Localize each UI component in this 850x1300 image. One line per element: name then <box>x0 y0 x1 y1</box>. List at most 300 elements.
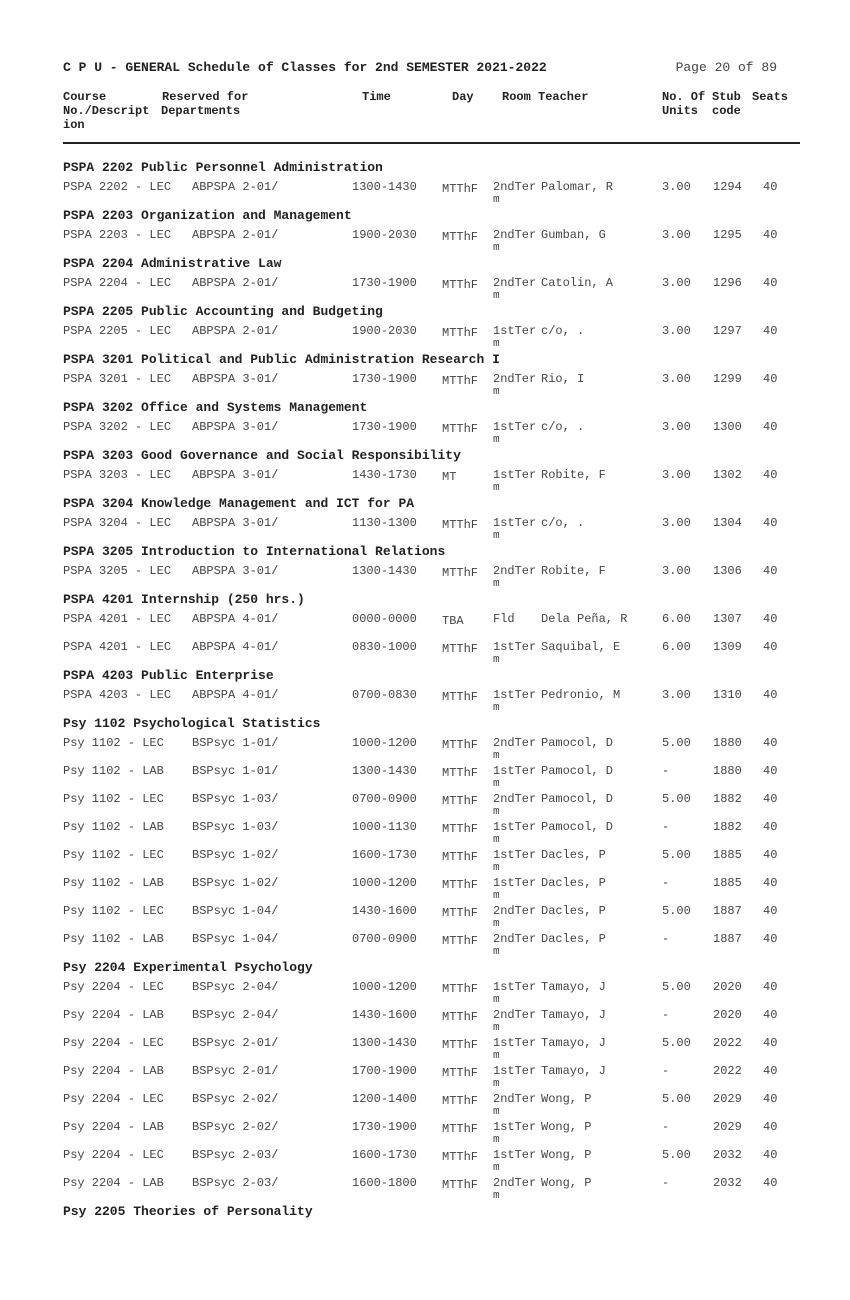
column-header-time: Time <box>362 90 391 104</box>
reserved-department: BSPsyc 1-03/ <box>192 820 279 834</box>
reserved-department: ABPSPA 2-01/ <box>192 180 279 194</box>
class-day: MTThF <box>442 766 479 780</box>
schedule-row <box>0 372 850 396</box>
column-header-course-line: ion <box>63 118 85 132</box>
class-time: 1900-2030 <box>352 324 417 338</box>
schedule-row <box>0 228 850 252</box>
seats: 40 <box>763 932 778 946</box>
class-time: 1730-1900 <box>352 420 417 434</box>
teacher: Pamocol, D <box>541 736 614 750</box>
room-wrap: m <box>493 386 500 398</box>
schedule-row <box>0 640 850 664</box>
class-day: MTThF <box>442 690 479 704</box>
course-code: PSPA 2202 - LEC <box>63 180 172 194</box>
class-time: 1300-1430 <box>352 1036 417 1050</box>
seats: 40 <box>763 180 778 194</box>
course-code: PSPA 3204 - LEC <box>63 516 172 530</box>
course-code: Psy 2204 - LEC <box>63 980 164 994</box>
class-day: MTThF <box>442 642 479 656</box>
stub-code: 1304 <box>713 516 742 530</box>
units: 3.00 <box>662 688 691 702</box>
schedule-row <box>0 564 850 588</box>
stub-code: 2032 <box>713 1148 742 1162</box>
units: 6.00 <box>662 612 691 626</box>
stub-code: 2029 <box>713 1092 742 1106</box>
units: 3.00 <box>662 372 691 386</box>
column-header-reserved-line: Reserved for <box>162 90 249 104</box>
reserved-department: BSPsyc 1-04/ <box>192 932 279 946</box>
reserved-department: BSPsyc 2-02/ <box>192 1120 279 1134</box>
teacher: Palomar, R <box>541 180 614 194</box>
reserved-department: BSPsyc 2-04/ <box>192 1008 279 1022</box>
class-day: MTThF <box>442 182 479 196</box>
room: 1stTer <box>493 1036 537 1050</box>
room-wrap: m <box>493 994 500 1006</box>
units: 3.00 <box>662 228 691 242</box>
section-title: PSPA 3204 Knowledge Management and ICT for PA <box>63 496 415 511</box>
schedule-row <box>0 612 850 636</box>
section-title: Psy 2205 Theories of Personality <box>63 1204 313 1219</box>
room-wrap: m <box>493 290 500 302</box>
schedule-row <box>0 736 850 760</box>
class-day: MTThF <box>442 1010 479 1024</box>
room: 2ndTer <box>493 564 537 578</box>
class-day: MT <box>442 470 457 484</box>
class-day: MTThF <box>442 1122 479 1136</box>
teacher: Tamayo, J <box>541 1008 606 1022</box>
room-wrap: m <box>493 1050 500 1062</box>
room: 1stTer <box>493 848 537 862</box>
reserved-department: ABPSPA 4-01/ <box>192 612 279 626</box>
reserved-department: BSPsyc 1-04/ <box>192 904 279 918</box>
seats: 40 <box>763 820 778 834</box>
teacher: Pamocol, D <box>541 820 614 834</box>
class-day: MTThF <box>442 230 479 244</box>
class-time: 1430-1600 <box>352 1008 417 1022</box>
seats: 40 <box>763 1120 778 1134</box>
stub-code: 1309 <box>713 640 742 654</box>
reserved-department: ABPSPA 2-01/ <box>192 324 279 338</box>
teacher: Catolin, A <box>541 276 614 290</box>
stub-code: 2020 <box>713 1008 742 1022</box>
stub-code: 1307 <box>713 612 742 626</box>
room: 1stTer <box>493 876 537 890</box>
room-wrap: m <box>493 862 500 874</box>
class-time: 1300-1430 <box>352 764 417 778</box>
seats: 40 <box>763 1064 778 1078</box>
schedule-row <box>0 820 850 844</box>
document-title: C P U - GENERAL Schedule of Classes for 2nd SEMESTER 2021-2022 <box>63 60 547 75</box>
stub-code: 1300 <box>713 420 742 434</box>
teacher: c/o, . <box>541 324 585 338</box>
course-code: Psy 1102 - LAB <box>63 764 164 778</box>
schedule-row <box>0 932 850 956</box>
class-time: 0700-0830 <box>352 688 417 702</box>
schedule-row <box>0 276 850 300</box>
room: 2ndTer <box>493 1008 537 1022</box>
reserved-department: BSPsyc 2-01/ <box>192 1036 279 1050</box>
schedule-row <box>0 1036 850 1060</box>
room: 2ndTer <box>493 904 537 918</box>
class-time: 1600-1730 <box>352 1148 417 1162</box>
schedule-row <box>0 792 850 816</box>
class-time: 0700-0900 <box>352 932 417 946</box>
course-code: PSPA 4201 - LEC <box>63 640 172 654</box>
class-day: MTThF <box>442 982 479 996</box>
schedule-row <box>0 1176 850 1200</box>
reserved-department: BSPsyc 2-04/ <box>192 980 279 994</box>
stub-code: 1882 <box>713 792 742 806</box>
class-day: MTThF <box>442 1150 479 1164</box>
course-code: Psy 1102 - LAB <box>63 876 164 890</box>
seats: 40 <box>763 1176 778 1190</box>
seats: 40 <box>763 688 778 702</box>
seats: 40 <box>763 1036 778 1050</box>
teacher: Gumban, G <box>541 228 606 242</box>
room-wrap: m <box>493 434 500 446</box>
class-time: 1730-1900 <box>352 276 417 290</box>
units: 5.00 <box>662 980 691 994</box>
schedule-row <box>0 980 850 1004</box>
course-code: Psy 1102 - LAB <box>63 932 164 946</box>
course-code: PSPA 4203 - LEC <box>63 688 172 702</box>
class-day: MTThF <box>442 934 479 948</box>
schedule-row <box>0 1120 850 1144</box>
teacher: Dacles, P <box>541 932 606 946</box>
schedule-row <box>0 1148 850 1172</box>
reserved-department: BSPsyc 2-02/ <box>192 1092 279 1106</box>
class-time: 0700-0900 <box>352 792 417 806</box>
units: 5.00 <box>662 904 691 918</box>
room-wrap: m <box>493 1134 500 1146</box>
class-time: 1730-1900 <box>352 372 417 386</box>
room: 2ndTer <box>493 180 537 194</box>
column-header-units <box>662 90 705 118</box>
class-day: MTThF <box>442 326 479 340</box>
units: 3.00 <box>662 180 691 194</box>
section-title: PSPA 2204 Administrative Law <box>63 256 282 271</box>
section-title: Psy 2204 Experimental Psychology <box>63 960 313 975</box>
stub-code: 2032 <box>713 1176 742 1190</box>
stub-code: 2029 <box>713 1120 742 1134</box>
class-time: 1000-1200 <box>352 736 417 750</box>
units: - <box>662 932 670 946</box>
course-code: Psy 1102 - LEC <box>63 736 164 750</box>
room-wrap: m <box>493 778 500 790</box>
stub-code: 1882 <box>713 820 742 834</box>
room-wrap: m <box>493 1190 500 1202</box>
stub-code: 1310 <box>713 688 742 702</box>
course-code: Psy 2204 - LAB <box>63 1120 164 1134</box>
seats: 40 <box>763 276 778 290</box>
room-wrap: m <box>493 834 500 846</box>
course-code: Psy 2204 - LEC <box>63 1148 164 1162</box>
room: 1stTer <box>493 764 537 778</box>
schedule-row <box>0 1008 850 1032</box>
teacher: Pamocol, D <box>541 764 614 778</box>
course-code: PSPA 3203 - LEC <box>63 468 172 482</box>
room-wrap: m <box>493 578 500 590</box>
course-code: Psy 1102 - LEC <box>63 848 164 862</box>
room-wrap: m <box>493 1022 500 1034</box>
teacher: Dela Peña, R <box>541 612 628 626</box>
schedule-row <box>0 516 850 540</box>
schedule-row <box>0 468 850 492</box>
column-header-course-line: Course <box>63 90 107 104</box>
room: 2ndTer <box>493 372 537 386</box>
course-code: PSPA 4201 - LEC <box>63 612 172 626</box>
header-divider <box>63 142 800 144</box>
class-time: 1900-2030 <box>352 228 417 242</box>
room-wrap: m <box>493 946 500 958</box>
reserved-department: BSPsyc 1-01/ <box>192 764 279 778</box>
reserved-department: BSPsyc 2-03/ <box>192 1176 279 1190</box>
teacher: Wong, P <box>541 1176 592 1190</box>
course-code: PSPA 2205 - LEC <box>63 324 172 338</box>
room: 1stTer <box>493 1148 537 1162</box>
seats: 40 <box>763 564 778 578</box>
schedule-row <box>0 904 850 928</box>
class-day: MTThF <box>442 278 479 292</box>
units: 5.00 <box>662 1092 691 1106</box>
stub-code: 2020 <box>713 980 742 994</box>
course-code: Psy 2204 - LAB <box>63 1008 164 1022</box>
reserved-department: BSPsyc 1-02/ <box>192 848 279 862</box>
class-time: 0000-0000 <box>352 612 417 626</box>
units: 3.00 <box>662 324 691 338</box>
room-wrap: m <box>493 918 500 930</box>
section-title: PSPA 3201 Political and Public Administration Research I <box>63 352 500 367</box>
column-header-stub <box>712 90 741 118</box>
teacher: Robite, F <box>541 468 606 482</box>
course-code: Psy 2204 - LEC <box>63 1036 164 1050</box>
class-day: MTThF <box>442 1094 479 1108</box>
stub-code: 1295 <box>713 228 742 242</box>
units: - <box>662 1008 670 1022</box>
class-day: MTThF <box>442 850 479 864</box>
section-title: PSPA 2205 Public Accounting and Budgeting <box>63 304 383 319</box>
class-time: 1300-1430 <box>352 180 417 194</box>
units: 3.00 <box>662 516 691 530</box>
column-header-stub-line: Stub <box>712 90 741 104</box>
seats: 40 <box>763 876 778 890</box>
room: 2ndTer <box>493 1176 537 1190</box>
seats: 40 <box>763 1092 778 1106</box>
units: - <box>662 1064 670 1078</box>
room: 2ndTer <box>493 792 537 806</box>
column-header-room-teacher: Room Teacher <box>502 90 589 104</box>
room: 1stTer <box>493 420 537 434</box>
teacher: Tamayo, J <box>541 1064 606 1078</box>
units: - <box>662 820 670 834</box>
units: 5.00 <box>662 848 691 862</box>
teacher: Wong, P <box>541 1092 592 1106</box>
stub-code: 1887 <box>713 932 742 946</box>
reserved-department: ABPSPA 3-01/ <box>192 420 279 434</box>
course-code: Psy 1102 - LEC <box>63 792 164 806</box>
room: 1stTer <box>493 516 537 530</box>
class-time: 1600-1800 <box>352 1176 417 1190</box>
class-time: 1200-1400 <box>352 1092 417 1106</box>
teacher: Wong, P <box>541 1120 592 1134</box>
stub-code: 1297 <box>713 324 742 338</box>
units: - <box>662 1120 670 1134</box>
class-time: 1000-1200 <box>352 876 417 890</box>
room: 1stTer <box>493 1064 537 1078</box>
class-time: 1430-1730 <box>352 468 417 482</box>
units: 3.00 <box>662 420 691 434</box>
section-title: PSPA 3202 Office and Systems Management <box>63 400 368 415</box>
seats: 40 <box>763 420 778 434</box>
room: 1stTer <box>493 640 537 654</box>
section-title: PSPA 4201 Internship (250 hrs.) <box>63 592 305 607</box>
reserved-department: ABPSPA 3-01/ <box>192 468 279 482</box>
column-header-course <box>63 90 149 132</box>
column-header-day: Day <box>452 90 474 104</box>
teacher: Tamayo, J <box>541 1036 606 1050</box>
room: 2ndTer <box>493 1092 537 1106</box>
units: 3.00 <box>662 468 691 482</box>
schedule-row <box>0 848 850 872</box>
room: 1stTer <box>493 688 537 702</box>
page-number: Page 20 of 89 <box>675 60 777 75</box>
seats: 40 <box>763 1008 778 1022</box>
stub-code: 1885 <box>713 848 742 862</box>
schedule-row <box>0 1092 850 1116</box>
class-day: MTThF <box>442 738 479 752</box>
seats: 40 <box>763 904 778 918</box>
schedule-row <box>0 180 850 204</box>
units: - <box>662 876 670 890</box>
class-day: MTThF <box>442 1066 479 1080</box>
schedule-row <box>0 420 850 444</box>
section-title: PSPA 3203 Good Governance and Social Responsibility <box>63 448 461 463</box>
reserved-department: ABPSPA 2-01/ <box>192 276 279 290</box>
class-day: MTThF <box>442 794 479 808</box>
room: Fld <box>493 612 515 626</box>
seats: 40 <box>763 792 778 806</box>
stub-code: 1302 <box>713 468 742 482</box>
schedule-row <box>0 876 850 900</box>
teacher: c/o, . <box>541 420 585 434</box>
seats: 40 <box>763 848 778 862</box>
room: 1stTer <box>493 324 537 338</box>
stub-code: 1296 <box>713 276 742 290</box>
seats: 40 <box>763 372 778 386</box>
class-time: 1700-1900 <box>352 1064 417 1078</box>
room-wrap: m <box>493 750 500 762</box>
stub-code: 1880 <box>713 764 742 778</box>
course-code: Psy 2204 - LAB <box>63 1064 164 1078</box>
class-day: TBA <box>442 614 464 628</box>
room-wrap: m <box>493 194 500 206</box>
reserved-department: ABPSPA 3-01/ <box>192 372 279 386</box>
reserved-department: ABPSPA 4-01/ <box>192 688 279 702</box>
section-title: Psy 1102 Psychological Statistics <box>63 716 321 731</box>
schedule-row <box>0 764 850 788</box>
room: 1stTer <box>493 980 537 994</box>
class-day: MTThF <box>442 1038 479 1052</box>
teacher: Wong, P <box>541 1148 592 1162</box>
units: 5.00 <box>662 1148 691 1162</box>
class-time: 0830-1000 <box>352 640 417 654</box>
page-header <box>63 60 780 78</box>
course-code: PSPA 3201 - LEC <box>63 372 172 386</box>
room-wrap: m <box>493 1106 500 1118</box>
room-wrap: m <box>493 338 500 350</box>
seats: 40 <box>763 324 778 338</box>
teacher: Pedronio, M <box>541 688 621 702</box>
class-time: 1000-1130 <box>352 820 417 834</box>
column-header-seats: Seats <box>752 90 789 104</box>
reserved-department: BSPsyc 1-01/ <box>192 736 279 750</box>
reserved-department: ABPSPA 3-01/ <box>192 564 279 578</box>
units: 6.00 <box>662 640 691 654</box>
schedule-row <box>0 324 850 348</box>
class-day: MTThF <box>442 518 479 532</box>
column-header-stub-line: code <box>712 104 741 118</box>
course-code: Psy 1102 - LAB <box>63 820 164 834</box>
class-day: MTThF <box>442 906 479 920</box>
class-day: MTThF <box>442 822 479 836</box>
seats: 40 <box>763 1148 778 1162</box>
room: 1stTer <box>493 820 537 834</box>
reserved-department: ABPSPA 2-01/ <box>192 228 279 242</box>
teacher: Rio, I <box>541 372 585 386</box>
class-time: 1300-1430 <box>352 564 417 578</box>
reserved-department: BSPsyc 2-03/ <box>192 1148 279 1162</box>
units: - <box>662 1176 670 1190</box>
room-wrap: m <box>493 482 500 494</box>
section-title: PSPA 3205 Introduction to International Relations <box>63 544 446 559</box>
room-wrap: m <box>493 890 500 902</box>
units: 3.00 <box>662 276 691 290</box>
column-header-course-line: No./Descript <box>63 104 150 118</box>
room: 2ndTer <box>493 228 537 242</box>
schedule-row <box>0 1064 850 1088</box>
teacher: Dacles, P <box>541 848 606 862</box>
schedule-row <box>0 688 850 712</box>
class-day: MTThF <box>442 374 479 388</box>
seats: 40 <box>763 228 778 242</box>
units: - <box>662 764 670 778</box>
units: 5.00 <box>662 736 691 750</box>
seats: 40 <box>763 736 778 750</box>
reserved-department: ABPSPA 3-01/ <box>192 516 279 530</box>
course-code: Psy 2204 - LAB <box>63 1176 164 1190</box>
course-code: PSPA 2203 - LEC <box>63 228 172 242</box>
stub-code: 1885 <box>713 876 742 890</box>
seats: 40 <box>763 612 778 626</box>
class-time: 1000-1200 <box>352 980 417 994</box>
teacher: Dacles, P <box>541 904 606 918</box>
course-code: Psy 2204 - LEC <box>63 1092 164 1106</box>
teacher: Dacles, P <box>541 876 606 890</box>
course-code: PSPA 3202 - LEC <box>63 420 172 434</box>
stub-code: 1299 <box>713 372 742 386</box>
seats: 40 <box>763 516 778 530</box>
teacher: Saquibal, E <box>541 640 621 654</box>
room: 2ndTer <box>493 932 537 946</box>
stub-code: 1294 <box>713 180 742 194</box>
class-time: 1130-1300 <box>352 516 417 530</box>
class-day: MTThF <box>442 422 479 436</box>
room-wrap: m <box>493 806 500 818</box>
stub-code: 1887 <box>713 904 742 918</box>
room: 2ndTer <box>493 736 537 750</box>
reserved-department: ABPSPA 4-01/ <box>192 640 279 654</box>
class-day: MTThF <box>442 878 479 892</box>
